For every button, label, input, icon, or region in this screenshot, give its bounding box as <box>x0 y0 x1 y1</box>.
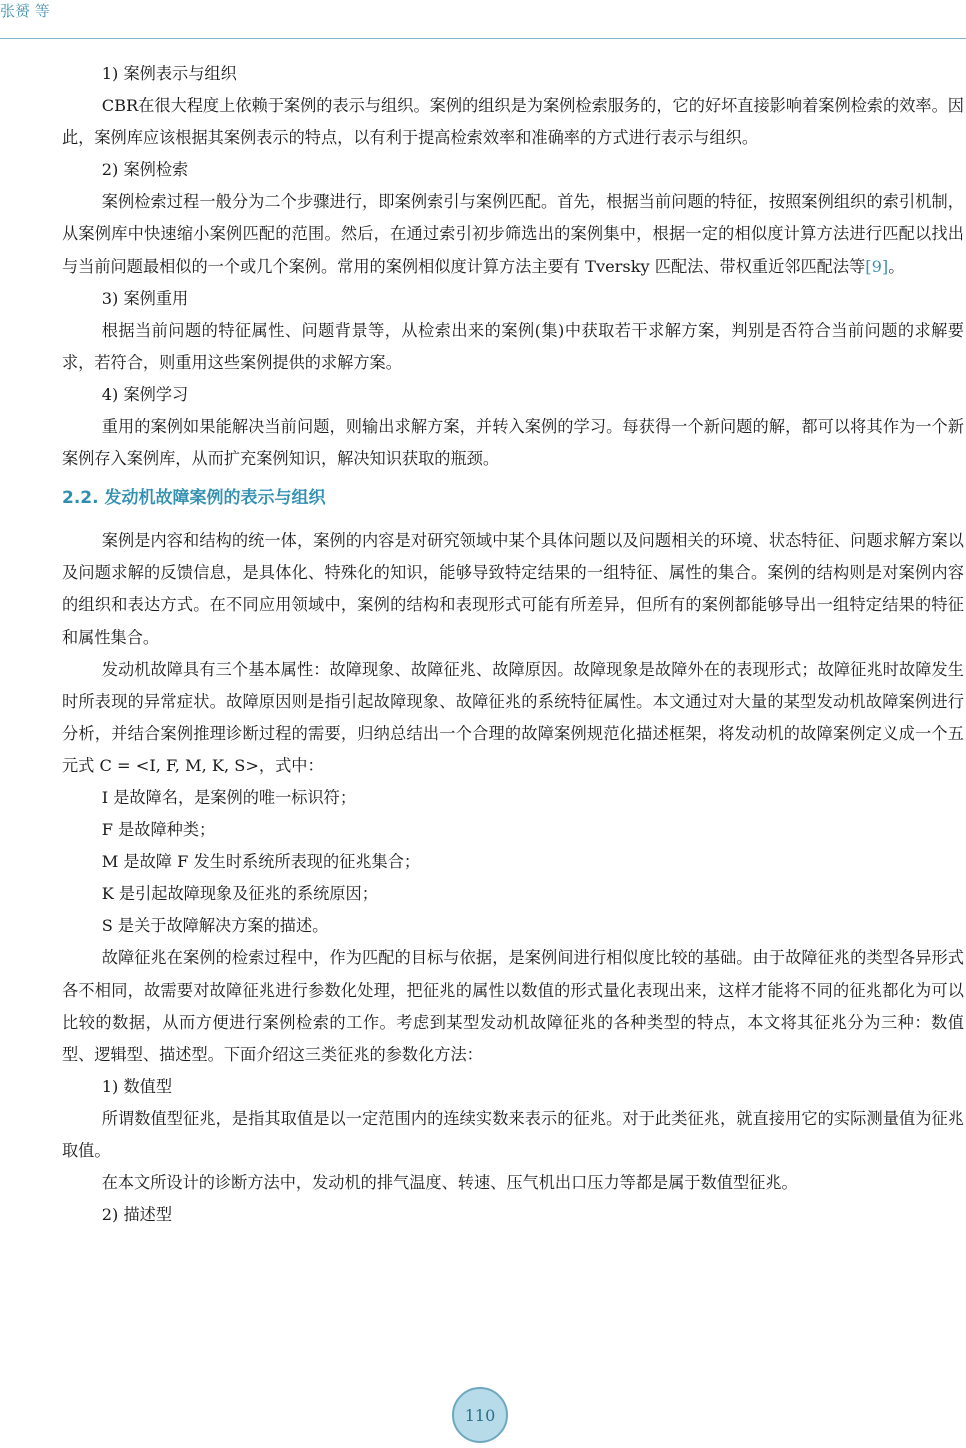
block-text: 2) 案例检索 <box>101 160 189 180</box>
paragraph <box>62 315 964 379</box>
block-text: S 是关于故障解决方案的描述。 <box>101 916 329 936</box>
block-text: I 是故障名，是案例的唯一标识符； <box>101 787 357 807</box>
block-text: 重用的案例如果能解决当前问题，则输出求解方案，并转入案例的学习。每获得一个新问题的解，都可以将其作为一个新案例存入案例库，从而扩充案例知识，解决知识获取的瓶颈。 <box>62 417 964 469</box>
list-item <box>62 1071 964 1103</box>
paragraph <box>62 1103 964 1167</box>
block-text: 案例是内容和结构的统一体，案例的内容是对研究领域中某个具体问题以及问题相关的环境、状态特征、问题求解方案以及问题求解的反馈信息，是具体化、特殊化的知识，能够导致特定结果的一组特征、属性的集合。案例的结构则是对案例内容的组织和表达方式。在不同应用领域中，案例的结构和表现形式可能有所差异，但所有的案例都能够导出一组特定结果的特征和属性集合。 <box>62 531 964 647</box>
block-text: 根据当前问题的特征属性、问题背景等，从检索出来的案例(集)中获取若干求解方案，判别是否符合当前问题的求解要求，若符合，则重用这些案例提供的求解方案。 <box>62 320 964 372</box>
list-item <box>62 846 964 878</box>
paragraph <box>62 942 964 1070</box>
paragraph <box>62 525 964 653</box>
block-text: 1) 案例表示与组织 <box>101 64 237 83</box>
list-item <box>62 58 964 90</box>
block-text: 故障征兆在案例的检索过程中，作为匹配的目标与依据，是案例间进行相似度比较的基础。由于故障征兆的类型各异形式各不相同，故需要对故障征兆进行参数化处理，把征兆的属性以数值的形式量化表现出来，这样才能将不同的征兆都化为可以比较的数据，从而方便进行案例检索的工作。考虑到某型发动机故障征兆的各种类型的特点，本文将其征兆分为三种：数值型、逻辑型、描述型。下面介绍这三类征兆的参数化方法： <box>62 948 964 1064</box>
block-text: F 是故障种类； <box>101 820 216 840</box>
list-item <box>62 814 964 846</box>
block-text: M 是故障 F 发生时系统所表现的征兆集合； <box>101 852 421 872</box>
list-item <box>62 878 964 910</box>
block-text: 1) 数值型 <box>101 1076 173 1096</box>
block-text: 发动机故障具有三个基本属性：故障现象、故障征兆、故障原因。故障现象是故障外在的表现形式；故障征兆时故障发生时所表现的异常症状。故障原因则是指引起故障现象、故障征兆的系统特征属性。本文通过对大量的某型发动机故障案例进行分析，并结合案例推理诊断过程的需要，归纳总结出一个合理的故障案例规范化描述框架，将发动机的故障案例定义成一个五元式 C = <I, F, M, K, S>，式中： <box>62 659 964 775</box>
block-text: 案例检索过程一般分为二个步骤进行，即案例索引与案例匹配。首先，根据当前问题的特征，按照案例组织的索引机制，从案例库中快速缩小案例匹配的范围。然后，在通过索引初步筛选出的案例集中，根据一定的相似度计算方法进行匹配以找出与当前问题最相似的一个或几个案例。常用的案例相似度计算方法主要有 Tversky 匹配法、带权重近邻匹配法等 <box>62 192 964 276</box>
block-text: K 是引起故障现象及征兆的系统原因； <box>101 884 378 904</box>
block-text: 4) 案例学习 <box>101 384 189 404</box>
block-text: CBR在很大程度上依赖于案例的表示与组织。案例的组织是为案例检索服务的，它的好坏直接影响着案例检索的效率。因此，案例库应该根据其案例表示的特点，以有利于提高检索效率和准确率的方式进行表示与组织。 <box>62 96 964 148</box>
page-header <box>0 0 966 40</box>
section-heading <box>62 481 964 515</box>
list-item <box>62 379 964 411</box>
paragraph <box>62 654 964 782</box>
block-text: 2.2. 发动机故障案例的表示与组织 <box>62 488 326 509</box>
block-text: 在本文所设计的诊断方法中，发动机的排气温度、转速、压气机出口压力等都是属于数值型征兆。 <box>101 1173 798 1193</box>
header-rule <box>0 38 966 39</box>
block-text: 3) 案例重用 <box>101 288 189 308</box>
paragraph <box>62 1167 964 1199</box>
article-body <box>62 58 964 1231</box>
paragraph <box>62 186 964 282</box>
list-item <box>62 154 964 186</box>
block-text: 所谓数值型征兆，是指其取值是以一定范围内的连续实数来表示的征兆。对于此类征兆，就直接用它的实际测量值为征兆取值。 <box>62 1108 964 1160</box>
block-text: 2) 描述型 <box>101 1205 173 1225</box>
list-item <box>62 1199 964 1231</box>
page-number: 110 <box>464 1405 496 1425</box>
citation-link[interactable]: [9] <box>865 256 889 276</box>
page-number-badge <box>452 1387 508 1443</box>
running-head-authors: 张赟 等 <box>0 2 50 20</box>
list-item <box>62 782 964 814</box>
list-item <box>62 910 964 942</box>
paragraph <box>62 90 964 154</box>
paragraph <box>62 411 964 475</box>
block-tail: 。 <box>888 256 905 276</box>
list-item <box>62 283 964 315</box>
